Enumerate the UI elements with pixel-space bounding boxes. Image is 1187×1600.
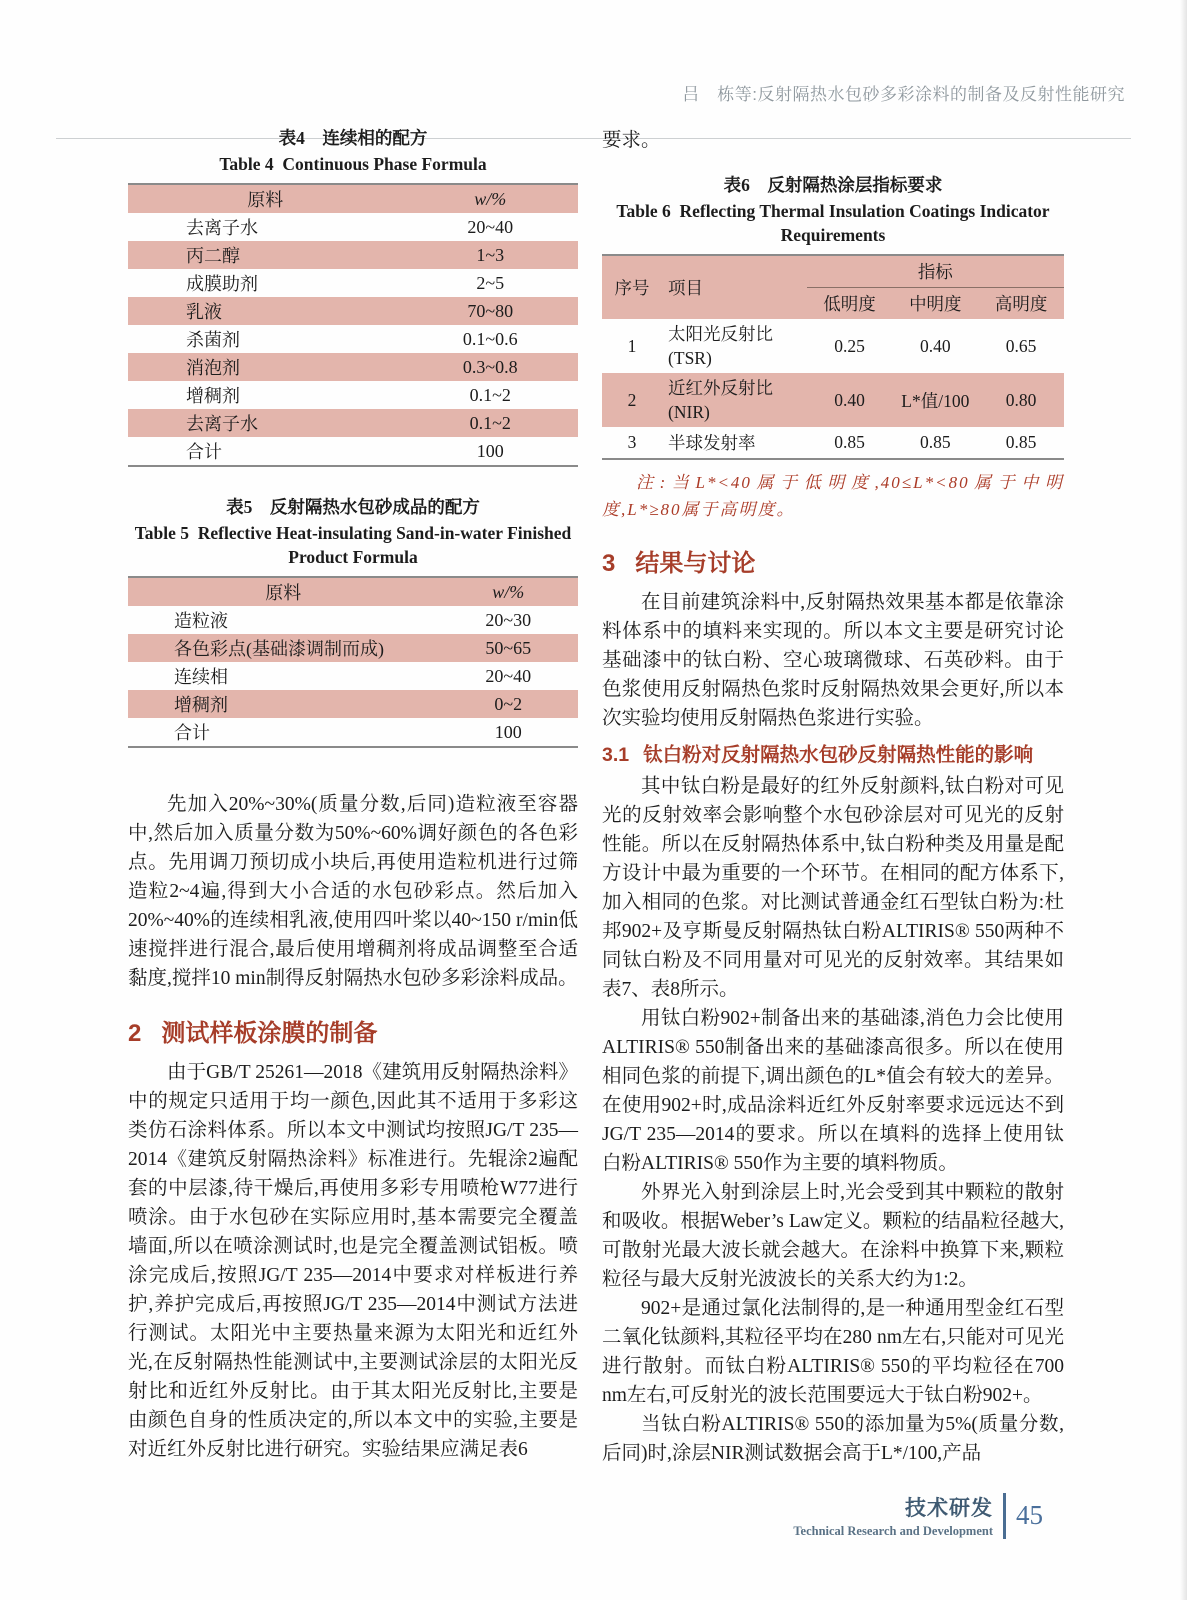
cell-material: 去离子水 bbox=[186, 414, 258, 434]
section-number: 3 bbox=[602, 550, 616, 577]
section-3-heading bbox=[602, 543, 1064, 578]
table-row bbox=[128, 269, 578, 297]
cell-item bbox=[662, 319, 807, 373]
table5-caption-en-line1: Table 5 Reflective Heat-insulating Sand-in-water Finished bbox=[134, 523, 572, 543]
cell-high: 0.85 bbox=[1005, 432, 1037, 452]
cell-material: 乳液 bbox=[186, 302, 222, 322]
paragraph-base-paint-comparison: 用钛白粉902+制备出来的基础漆,消色力会比使用ALTIRIS® 550制备出来的基础漆高很多。所以在使用相同色浆的前提下,调出颜色的L*值会有较大的差异。在使用902+时,成品涂料近红外反射率要求远远达不到JG/T 235—2014的要求。所以在填料的选择上使用钛白粉ALTIRIS® 550作为主要的填料物质。 bbox=[602, 1008, 1064, 1174]
item-line1: 近红外反射比 bbox=[668, 378, 774, 398]
cell-value: 0.3~0.8 bbox=[462, 356, 518, 377]
left-column bbox=[128, 126, 578, 1468]
table-row bbox=[128, 353, 578, 381]
subsection-title: 钛白粉对反射隔热水包砂反射隔热性能的影响 bbox=[643, 744, 1034, 766]
table-row bbox=[128, 718, 578, 747]
cell-material: 合计 bbox=[186, 442, 222, 462]
section-2-heading bbox=[128, 1013, 578, 1048]
table6-indicator-requirements bbox=[602, 254, 1064, 460]
cell-high: 0.80 bbox=[1005, 389, 1037, 410]
table6-col-seq: 序号 bbox=[614, 278, 650, 298]
cell-material: 合计 bbox=[174, 723, 210, 743]
paragraph-titanium-dioxide: 其中钛白粉是最好的红外反射颜料,钛白粉对可见光的反射效率会影响整个水包砂涂层对可见光的反射性能。所以在反射隔热体系中,钛白粉种类及用量是配方设计中最为重要的一个环节。在相同的配方体系下,加入相同的色浆。对比测试普通金红石型钛白粉为:杜邦902+及亨斯曼反射隔热钛白粉ALTIRIS® 550两种不同钛白粉及不同用量对可见光的反射效率。其结果如表7、表8所示。 bbox=[602, 776, 1064, 1000]
cell-value: 50~65 bbox=[485, 637, 532, 658]
cell-material: 杀菌剂 bbox=[186, 330, 240, 350]
table4-col-material: 原料 bbox=[247, 190, 284, 210]
page-footer bbox=[793, 1492, 1043, 1539]
item-line1: 太阳光反射比 bbox=[668, 324, 774, 344]
cell-seq: 2 bbox=[627, 389, 637, 410]
cell-low: 0.85 bbox=[834, 432, 865, 452]
cell-seq: 3 bbox=[627, 432, 637, 452]
table-row bbox=[128, 606, 578, 634]
right-column bbox=[602, 126, 1064, 1468]
paragraph-particle-size: 902+是通过氯化法制得的,是一种通用型金红石型二氧化钛颜料,其粒径平均在280 nm左右,只能对可见光进行散射。而钛白粉ALTIRIS® 550的平均粒径在700 nm左右,可反射光的波长范围要远大于钛白粉902+。 bbox=[602, 1298, 1064, 1406]
cell-value: 0~2 bbox=[494, 693, 523, 714]
table-row bbox=[602, 427, 1064, 459]
cell-material: 成膜助剂 bbox=[186, 274, 258, 294]
table4-caption-zh: 表4 连续相的配方 bbox=[278, 128, 428, 148]
cell-value: 100 bbox=[494, 721, 522, 742]
cell-low: 0.25 bbox=[834, 335, 865, 356]
two-column-content bbox=[128, 126, 1064, 1468]
cell-item: 半球发射率 bbox=[668, 433, 756, 453]
footer-label-zh: 技术研发 bbox=[905, 1497, 993, 1520]
paragraph-light-scattering: 外界光入射到涂层上时,光会受到其中颗粒的散射和吸收。根据Weber’s Law定义。颗粒的结晶粒径越大,可散射光最大波长就会越大。在涂料中换算下来,颗粒粒径与最大反射光波波长的关系大约为1:2。 bbox=[602, 1182, 1064, 1290]
cell-material: 各色彩点(基础漆调制而成) bbox=[174, 639, 384, 659]
table6-subcol-low: 低明度 bbox=[823, 294, 876, 314]
paragraph-results-intro: 在目前建筑涂料中,反射隔热效果基本都是依靠涂料体系中的填料来实现的。所以本文主要是研究讨论基础漆中的钛白粉、空心玻璃微球、石英砂料。由于色浆使用反射隔热色浆时反射隔热效果会更好,所以本次实验均使用反射隔热色浆进行实验。 bbox=[602, 592, 1064, 729]
cell-value: 20~40 bbox=[485, 665, 532, 686]
table5-finished-product-formula bbox=[128, 576, 578, 748]
table5-caption-zh: 表5 反射隔热水包砂成品的配方 bbox=[226, 497, 480, 517]
paragraph-addition-amount: 当钛白粉ALTIRIS® 550的添加量为5%(质量分数,后同)时,涂层NIR测试数据会高于L*/100,产品 bbox=[602, 1414, 1064, 1464]
cell-low: 0.40 bbox=[834, 389, 865, 410]
footer-label-en: Technical Research and Development bbox=[793, 1524, 993, 1538]
running-title: 吕 栋等:反射隔热水包砂多彩涂料的制备及反射性能研究 bbox=[682, 85, 1125, 104]
cell-mid: L*值/100 bbox=[901, 390, 970, 411]
cell-material: 增稠剂 bbox=[174, 695, 228, 715]
table6-col-item: 项目 bbox=[668, 278, 704, 298]
table6-subcol-high: 高明度 bbox=[994, 294, 1048, 314]
table-row bbox=[128, 409, 578, 437]
cell-value: 0.1~2 bbox=[469, 384, 511, 405]
cell-value: 20~30 bbox=[485, 609, 532, 630]
table4-col-w: w/% bbox=[474, 188, 507, 209]
table5-col-w: w/% bbox=[492, 581, 525, 602]
cell-mid: 0.40 bbox=[920, 335, 951, 356]
table-row bbox=[128, 213, 578, 241]
page-number: 45 bbox=[1016, 1500, 1043, 1530]
table6-note: 注:当L*<40属于低明度,40≤L*<80属于中明度,L*≥80属于高明度。 bbox=[602, 473, 1064, 519]
cell-material: 消泡剂 bbox=[186, 358, 240, 378]
cell-seq: 1 bbox=[627, 335, 637, 356]
table4-continuous-phase-formula bbox=[128, 183, 578, 467]
table-row bbox=[602, 373, 1064, 427]
cell-value: 1~3 bbox=[476, 244, 505, 265]
table-row bbox=[128, 634, 578, 662]
cell-value: 20~40 bbox=[467, 216, 514, 237]
table5-header-row bbox=[128, 577, 578, 606]
section-3-1-heading bbox=[602, 739, 1064, 767]
table6-caption-zh: 表6 反射隔热涂层指标要求 bbox=[723, 175, 943, 195]
cell-material: 造粒液 bbox=[174, 611, 228, 631]
cell-value: 2~5 bbox=[476, 272, 505, 293]
table5-col-material: 原料 bbox=[265, 583, 302, 603]
table-row bbox=[128, 241, 578, 269]
table6-header-row-1 bbox=[602, 255, 1064, 288]
paragraph-granulation-process: 先加入20%~30%(质量分数,后同)造粒液至容器中,然后加入质量分数为50%~60%调好颜色的各色彩点。先用调刀预切成小块后,再使用造粒机进行过筛造粒2~4遍,得到大小合适的水包砂彩点。然后加入20%~40%的连续相乳液,使用四叶桨以40~150 r/min低速搅拌进行混合,最后使用增稠剂将成品调整至合适黏度,搅拌10 min制得反射隔热水包砂多彩涂料成品。 bbox=[128, 794, 578, 989]
table-row bbox=[128, 690, 578, 718]
table-row bbox=[128, 325, 578, 353]
item-line2: (NIR) bbox=[668, 402, 710, 422]
section-title: 测试样板涂膜的制备 bbox=[161, 1020, 378, 1047]
paragraph-continuation: 要求。 bbox=[602, 130, 661, 151]
table-row bbox=[128, 381, 578, 409]
table4-caption-en: Table 4 Continuous Phase Formula bbox=[219, 154, 487, 174]
table5-caption-en-line2: Product Formula bbox=[288, 547, 418, 567]
subsection-number: 3.1 bbox=[602, 744, 630, 766]
table6-col-indicator: 指标 bbox=[807, 255, 1064, 288]
cell-value: 70~80 bbox=[467, 300, 514, 321]
cell-value: 0.1~2 bbox=[469, 412, 511, 433]
cell-value: 100 bbox=[476, 440, 504, 461]
table6-subcol-mid: 中明度 bbox=[909, 294, 962, 314]
table4-header-row bbox=[128, 184, 578, 213]
section-number: 2 bbox=[128, 1020, 142, 1047]
table-row bbox=[128, 662, 578, 690]
cell-high: 0.65 bbox=[1005, 335, 1037, 356]
table-row bbox=[128, 297, 578, 325]
cell-item bbox=[662, 373, 807, 427]
cell-material: 连续相 bbox=[174, 667, 228, 687]
cell-material: 丙二醇 bbox=[186, 246, 240, 266]
table6-caption-en-line2: Requirements bbox=[780, 225, 886, 245]
paragraph-test-panel-preparation: 由于GB/T 25261—2018《建筑用反射隔热涂料》中的规定只适用于均一颜色,因此其不适用于多彩这类仿石涂料体系。所以本文中测试均按照JG/T 235—2014《建筑反射隔热涂料》标准进行。先辊涂2遍配套的中层漆,待干燥后,再使用多彩专用喷枪W77进行喷涂。由于水包砂在实际应用时,基本需要完全覆盖墙面,所以在喷涂测试时,也是完全覆盖测试铝板。喷涂完成后,按照JG/T 235—2014中要求对样板进行养护,养护完成后,再按照JG/T 235—2014中测试方法进行测试。太阳光中主要热量来源为太阳光和近红外光,在反射隔热性能测试中,主要测试涂层的太阳光反射比和近红外反射比。由于其太阳光反射比,主要是由颜色自身的性质决定的,所以本文中的实验,主要是对近红外反射比进行研究。实验结果应满足表6 bbox=[128, 1062, 578, 1460]
cell-value: 0.1~0.6 bbox=[462, 328, 518, 349]
footer-section-label bbox=[793, 1492, 993, 1539]
cell-mid: 0.85 bbox=[920, 432, 951, 452]
cell-material: 增稠剂 bbox=[186, 386, 240, 406]
footer-divider bbox=[1003, 1493, 1006, 1539]
table-row bbox=[128, 437, 578, 466]
section-title: 结果与讨论 bbox=[635, 550, 756, 577]
item-line2: (TSR) bbox=[668, 348, 712, 368]
table-row bbox=[602, 319, 1064, 373]
cell-material: 去离子水 bbox=[186, 218, 258, 238]
table6-caption-en-line1: Table 6 Reflecting Thermal Insulation Coatings Indicator bbox=[616, 201, 1050, 221]
